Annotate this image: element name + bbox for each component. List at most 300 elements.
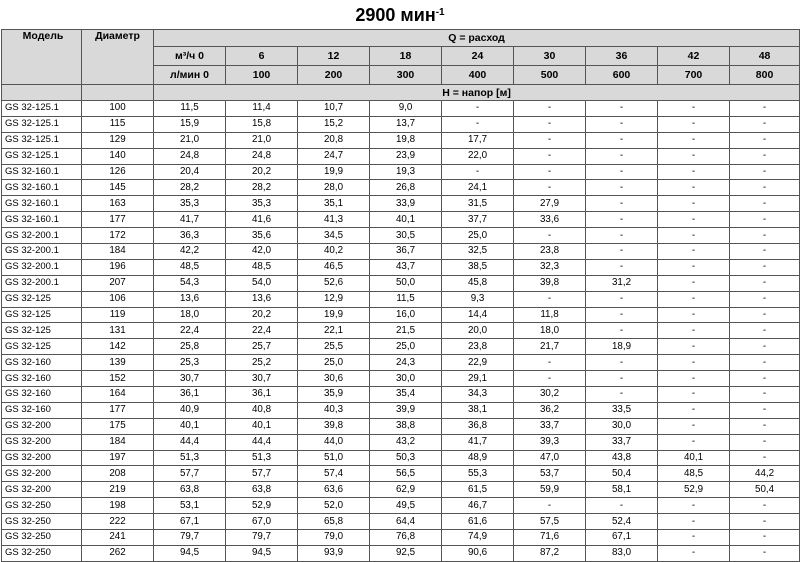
header-m3h-cell: 6 [226, 47, 298, 66]
model-cell: GS 32-160.1 [2, 196, 82, 212]
head-value-cell: 44,4 [226, 434, 298, 450]
head-value-cell: 63,8 [226, 482, 298, 498]
head-value-cell: - [514, 101, 586, 117]
head-value-cell: 56,5 [370, 466, 442, 482]
model-cell: GS 32-160 [2, 387, 82, 403]
head-value-cell: 25,5 [298, 339, 370, 355]
head-value-cell: 46,5 [298, 259, 370, 275]
header-m3h-cell: 48 [730, 47, 800, 66]
head-value-cell: 38,1 [442, 402, 514, 418]
head-value-cell: 31,2 [586, 275, 658, 291]
model-cell: GS 32-125.1 [2, 148, 82, 164]
head-value-cell: 32,5 [442, 244, 514, 260]
head-value-cell: - [586, 259, 658, 275]
head-value-cell: 79,0 [298, 530, 370, 546]
table-row [2, 164, 800, 180]
head-value-cell: - [658, 244, 730, 260]
head-value-cell: - [586, 164, 658, 180]
head-value-cell: 15,2 [298, 116, 370, 132]
table-body [2, 101, 800, 562]
head-value-cell: - [730, 402, 800, 418]
table-row [2, 466, 800, 482]
table-row [2, 180, 800, 196]
diameter-cell: 119 [82, 307, 154, 323]
head-value-cell: 39,9 [370, 402, 442, 418]
head-value-cell: - [658, 275, 730, 291]
head-value-cell: 36,2 [514, 402, 586, 418]
head-value-cell: 22,4 [154, 323, 226, 339]
table-row [2, 148, 800, 164]
table-row [2, 275, 800, 291]
table-row [2, 196, 800, 212]
head-value-cell: 42,2 [154, 244, 226, 260]
head-value-cell: - [730, 180, 800, 196]
header-blank [82, 85, 154, 101]
head-value-cell: - [658, 371, 730, 387]
diameter-cell: 145 [82, 180, 154, 196]
head-value-cell: 54,0 [226, 275, 298, 291]
head-value-cell: - [586, 101, 658, 117]
model-cell: GS 32-125 [2, 339, 82, 355]
head-value-cell: 33,6 [514, 212, 586, 228]
header-m3h-cell: 24 [442, 47, 514, 66]
head-value-cell: 34,5 [298, 228, 370, 244]
head-value-cell: - [730, 323, 800, 339]
model-cell: GS 32-125.1 [2, 116, 82, 132]
head-value-cell: - [586, 212, 658, 228]
head-value-cell: - [586, 498, 658, 514]
head-value-cell: - [730, 355, 800, 371]
head-value-cell: 30,0 [370, 371, 442, 387]
head-value-cell: - [586, 228, 658, 244]
head-value-cell: 71,6 [514, 530, 586, 546]
head-value-cell: 48,5 [226, 259, 298, 275]
table-row [2, 498, 800, 514]
header-unit-m3h: м³/ч 0 [154, 47, 226, 66]
head-value-cell: 93,9 [298, 545, 370, 561]
head-value-cell: 25,0 [298, 355, 370, 371]
head-value-cell: 20,0 [442, 323, 514, 339]
table-row [2, 101, 800, 117]
table-row [2, 450, 800, 466]
table-row [2, 259, 800, 275]
model-cell: GS 32-250 [2, 498, 82, 514]
head-value-cell: - [730, 514, 800, 530]
head-value-cell: - [730, 530, 800, 546]
head-value-cell: 33,5 [586, 402, 658, 418]
head-value-cell: 18,9 [586, 339, 658, 355]
head-value-cell: - [658, 355, 730, 371]
head-value-cell: 9,3 [442, 291, 514, 307]
diameter-cell: 106 [82, 291, 154, 307]
head-value-cell: - [730, 148, 800, 164]
head-value-cell: 33,7 [514, 418, 586, 434]
head-value-cell: 22,1 [298, 323, 370, 339]
page-title [0, 2, 800, 28]
table-row [2, 323, 800, 339]
head-value-cell: 36,1 [226, 387, 298, 403]
head-value-cell: - [730, 244, 800, 260]
head-value-cell: - [658, 148, 730, 164]
head-value-cell: - [658, 418, 730, 434]
header-diameter: Диаметр [82, 30, 154, 85]
diameter-cell: 207 [82, 275, 154, 291]
head-value-cell: 24,7 [298, 148, 370, 164]
table-row [2, 514, 800, 530]
head-value-cell: 15,8 [226, 116, 298, 132]
diameter-cell: 184 [82, 434, 154, 450]
head-value-cell: 50,3 [370, 450, 442, 466]
head-value-cell: 48,5 [658, 466, 730, 482]
head-value-cell: - [730, 291, 800, 307]
head-value-cell: 25,3 [154, 355, 226, 371]
diameter-cell: 115 [82, 116, 154, 132]
head-value-cell: 19,3 [370, 164, 442, 180]
model-cell: GS 32-200 [2, 434, 82, 450]
head-value-cell: - [730, 434, 800, 450]
table-row [2, 116, 800, 132]
head-value-cell: 53,1 [154, 498, 226, 514]
head-value-cell: - [586, 307, 658, 323]
head-value-cell: 11,8 [514, 307, 586, 323]
head-value-cell: 48,5 [154, 259, 226, 275]
model-cell: GS 32-250 [2, 530, 82, 546]
head-value-cell: 22,4 [226, 323, 298, 339]
diameter-cell: 208 [82, 466, 154, 482]
model-cell: GS 32-125.1 [2, 132, 82, 148]
model-cell: GS 32-160 [2, 355, 82, 371]
header-lmin-cell: 300 [370, 66, 442, 85]
head-value-cell: 30,0 [586, 418, 658, 434]
head-value-cell: - [658, 228, 730, 244]
table-row [2, 434, 800, 450]
head-value-cell: 22,0 [442, 148, 514, 164]
head-value-cell: 83,0 [586, 545, 658, 561]
head-value-cell: - [514, 355, 586, 371]
head-value-cell: - [658, 101, 730, 117]
head-value-cell: 22,9 [442, 355, 514, 371]
header-m3h-cell: 18 [370, 47, 442, 66]
head-value-cell: 23,9 [370, 148, 442, 164]
head-value-cell: 35,4 [370, 387, 442, 403]
head-value-cell: 51,3 [154, 450, 226, 466]
head-value-cell: 16,0 [370, 307, 442, 323]
head-value-cell: - [586, 180, 658, 196]
head-value-cell: 62,9 [370, 482, 442, 498]
head-value-cell: 18,0 [514, 323, 586, 339]
head-value-cell: 52,6 [298, 275, 370, 291]
head-value-cell: 54,3 [154, 275, 226, 291]
diameter-cell: 198 [82, 498, 154, 514]
head-value-cell: 19,8 [370, 132, 442, 148]
model-cell: GS 32-160.1 [2, 164, 82, 180]
head-value-cell: 49,5 [370, 498, 442, 514]
header-unit-lmin: л/мин 0 [154, 66, 226, 85]
header-m3h-cell: 36 [586, 47, 658, 66]
head-value-cell: 21,0 [154, 132, 226, 148]
head-value-cell: 36,1 [154, 387, 226, 403]
diameter-cell: 177 [82, 402, 154, 418]
head-value-cell: 63,8 [154, 482, 226, 498]
head-value-cell: 43,2 [370, 434, 442, 450]
head-value-cell: 30,6 [298, 371, 370, 387]
head-value-cell: 90,6 [442, 545, 514, 561]
header-lmin-cell: 700 [658, 66, 730, 85]
head-value-cell: - [442, 164, 514, 180]
head-value-cell: - [730, 228, 800, 244]
head-value-cell: 37,7 [442, 212, 514, 228]
head-value-cell: 47,0 [514, 450, 586, 466]
head-value-cell: 32,3 [514, 259, 586, 275]
head-value-cell: 41,7 [442, 434, 514, 450]
head-value-cell: 23,8 [442, 339, 514, 355]
head-value-cell: 31,5 [442, 196, 514, 212]
table-row [2, 244, 800, 260]
diameter-cell: 172 [82, 228, 154, 244]
head-value-cell: - [730, 212, 800, 228]
head-value-cell: 27,9 [514, 196, 586, 212]
table-row [2, 339, 800, 355]
head-value-cell: 50,0 [370, 275, 442, 291]
head-value-cell: - [658, 339, 730, 355]
head-value-cell: 94,5 [226, 545, 298, 561]
head-value-cell: 11,4 [226, 101, 298, 117]
diameter-cell: 129 [82, 132, 154, 148]
head-value-cell: 94,5 [154, 545, 226, 561]
head-value-cell: - [730, 132, 800, 148]
head-value-cell: - [658, 180, 730, 196]
head-value-cell: - [658, 545, 730, 561]
head-value-cell: - [442, 101, 514, 117]
table-row [2, 291, 800, 307]
model-cell: GS 32-200.1 [2, 244, 82, 260]
head-value-cell: - [658, 259, 730, 275]
head-value-cell: 61,6 [442, 514, 514, 530]
model-cell: GS 32-125 [2, 291, 82, 307]
head-value-cell: 61,5 [442, 482, 514, 498]
head-value-cell: 79,7 [226, 530, 298, 546]
head-value-cell: 26,8 [370, 180, 442, 196]
diameter-cell: 219 [82, 482, 154, 498]
head-value-cell: 40,1 [658, 450, 730, 466]
model-cell: GS 32-200 [2, 418, 82, 434]
head-value-cell: 55,3 [442, 466, 514, 482]
head-value-cell: 30,7 [154, 371, 226, 387]
head-value-cell: - [730, 275, 800, 291]
head-value-cell: 34,3 [442, 387, 514, 403]
table-row [2, 387, 800, 403]
head-value-cell: - [730, 387, 800, 403]
head-value-cell: - [658, 498, 730, 514]
head-value-cell: 38,5 [442, 259, 514, 275]
model-cell: GS 32-200.1 [2, 228, 82, 244]
head-value-cell: 67,0 [226, 514, 298, 530]
head-value-cell: 21,0 [226, 132, 298, 148]
head-value-cell: 35,3 [154, 196, 226, 212]
table-row [2, 371, 800, 387]
head-value-cell: 20,2 [226, 307, 298, 323]
head-value-cell: 40,8 [226, 402, 298, 418]
head-value-cell: 24,8 [154, 148, 226, 164]
head-value-cell: - [730, 164, 800, 180]
head-value-cell: 24,8 [226, 148, 298, 164]
head-value-cell: 74,9 [442, 530, 514, 546]
table-row [2, 307, 800, 323]
head-value-cell: 48,9 [442, 450, 514, 466]
head-value-cell: 24,3 [370, 355, 442, 371]
head-value-cell: 9,0 [370, 101, 442, 117]
diameter-cell: 184 [82, 244, 154, 260]
diameter-cell: 100 [82, 101, 154, 117]
table-row [2, 228, 800, 244]
head-value-cell: 25,2 [226, 355, 298, 371]
head-value-cell: 40,1 [154, 418, 226, 434]
head-value-cell: 21,5 [370, 323, 442, 339]
head-value-cell: - [658, 434, 730, 450]
head-value-cell: - [658, 307, 730, 323]
head-value-cell: - [730, 101, 800, 117]
head-value-cell: - [586, 132, 658, 148]
head-value-cell: 46,7 [442, 498, 514, 514]
head-value-cell: 33,7 [586, 434, 658, 450]
head-value-cell: - [730, 259, 800, 275]
head-value-cell: 36,7 [370, 244, 442, 260]
diameter-cell: 139 [82, 355, 154, 371]
head-value-cell: 25,7 [226, 339, 298, 355]
header-blank [2, 85, 82, 101]
diameter-cell: 196 [82, 259, 154, 275]
header-lmin-cell: 600 [586, 66, 658, 85]
head-value-cell: 50,4 [730, 482, 800, 498]
head-value-cell: 28,0 [298, 180, 370, 196]
head-value-cell: 20,8 [298, 132, 370, 148]
head-value-cell: 79,7 [154, 530, 226, 546]
head-value-cell: 40,2 [298, 244, 370, 260]
title-text: 2900 мин [355, 5, 436, 25]
head-value-cell: - [586, 355, 658, 371]
head-value-cell: 28,2 [154, 180, 226, 196]
head-value-cell: - [730, 418, 800, 434]
head-value-cell: 63,6 [298, 482, 370, 498]
head-value-cell: 30,2 [514, 387, 586, 403]
head-value-cell: 50,4 [586, 466, 658, 482]
header-model: Модель [2, 30, 82, 85]
head-value-cell: 52,9 [226, 498, 298, 514]
head-value-cell: 13,6 [226, 291, 298, 307]
head-value-cell: 40,1 [226, 418, 298, 434]
head-value-cell: 57,4 [298, 466, 370, 482]
table-row [2, 482, 800, 498]
head-value-cell: - [658, 530, 730, 546]
head-value-cell: - [586, 371, 658, 387]
model-cell: GS 32-160.1 [2, 212, 82, 228]
head-value-cell: 19,9 [298, 307, 370, 323]
model-cell: GS 32-200 [2, 466, 82, 482]
header-m3h-cell: 30 [514, 47, 586, 66]
diameter-cell: 152 [82, 371, 154, 387]
head-value-cell: - [586, 148, 658, 164]
head-value-cell: 52,0 [298, 498, 370, 514]
head-value-cell: - [586, 323, 658, 339]
head-value-cell: 35,9 [298, 387, 370, 403]
head-value-cell: 51,0 [298, 450, 370, 466]
head-value-cell: 51,3 [226, 450, 298, 466]
head-value-cell: - [586, 291, 658, 307]
model-cell: GS 32-200.1 [2, 275, 82, 291]
header-lmin-cell: 500 [514, 66, 586, 85]
diameter-cell: 140 [82, 148, 154, 164]
performance-table [1, 29, 800, 562]
header-lmin-cell: 100 [226, 66, 298, 85]
head-value-cell: 42,0 [226, 244, 298, 260]
head-value-cell: 30,5 [370, 228, 442, 244]
head-value-cell: 39,8 [514, 275, 586, 291]
head-value-cell: 11,5 [154, 101, 226, 117]
diameter-cell: 163 [82, 196, 154, 212]
head-value-cell: - [514, 498, 586, 514]
table-row [2, 545, 800, 561]
head-value-cell: 13,6 [154, 291, 226, 307]
head-value-cell: 39,3 [514, 434, 586, 450]
head-value-cell: 64,4 [370, 514, 442, 530]
head-value-cell: - [658, 387, 730, 403]
head-value-cell: - [514, 132, 586, 148]
head-value-cell: 35,3 [226, 196, 298, 212]
head-value-cell: - [658, 164, 730, 180]
model-cell: GS 32-200.1 [2, 259, 82, 275]
head-value-cell: - [730, 545, 800, 561]
head-value-cell: 21,7 [514, 339, 586, 355]
head-value-cell: 53,7 [514, 466, 586, 482]
head-value-cell: 18,0 [154, 307, 226, 323]
diameter-cell: 241 [82, 530, 154, 546]
head-value-cell: 87,2 [514, 545, 586, 561]
head-value-cell: 36,3 [154, 228, 226, 244]
head-value-cell: 41,6 [226, 212, 298, 228]
head-value-cell: 20,4 [154, 164, 226, 180]
head-value-cell: - [658, 323, 730, 339]
model-cell: GS 32-125 [2, 323, 82, 339]
head-value-cell: 36,8 [442, 418, 514, 434]
head-value-cell: 57,7 [154, 466, 226, 482]
head-value-cell: 44,2 [730, 466, 800, 482]
head-value-cell: - [658, 514, 730, 530]
table-header [2, 30, 800, 101]
head-value-cell: 44,0 [298, 434, 370, 450]
head-value-cell: - [514, 116, 586, 132]
head-value-cell: - [730, 450, 800, 466]
head-value-cell: 12,9 [298, 291, 370, 307]
head-value-cell: 40,9 [154, 402, 226, 418]
head-value-cell: - [658, 402, 730, 418]
head-value-cell: 76,8 [370, 530, 442, 546]
diameter-cell: 222 [82, 514, 154, 530]
head-value-cell: 30,7 [226, 371, 298, 387]
head-value-cell: 15,9 [154, 116, 226, 132]
head-value-cell: - [658, 212, 730, 228]
head-value-cell: 43,8 [586, 450, 658, 466]
head-value-cell: - [586, 244, 658, 260]
head-value-cell: 58,1 [586, 482, 658, 498]
head-value-cell: 57,5 [514, 514, 586, 530]
head-value-cell: 25,8 [154, 339, 226, 355]
table-row [2, 132, 800, 148]
head-value-cell: 20,2 [226, 164, 298, 180]
header-lmin-cell: 200 [298, 66, 370, 85]
model-cell: GS 32-160 [2, 371, 82, 387]
head-value-cell: - [586, 196, 658, 212]
diameter-cell: 126 [82, 164, 154, 180]
